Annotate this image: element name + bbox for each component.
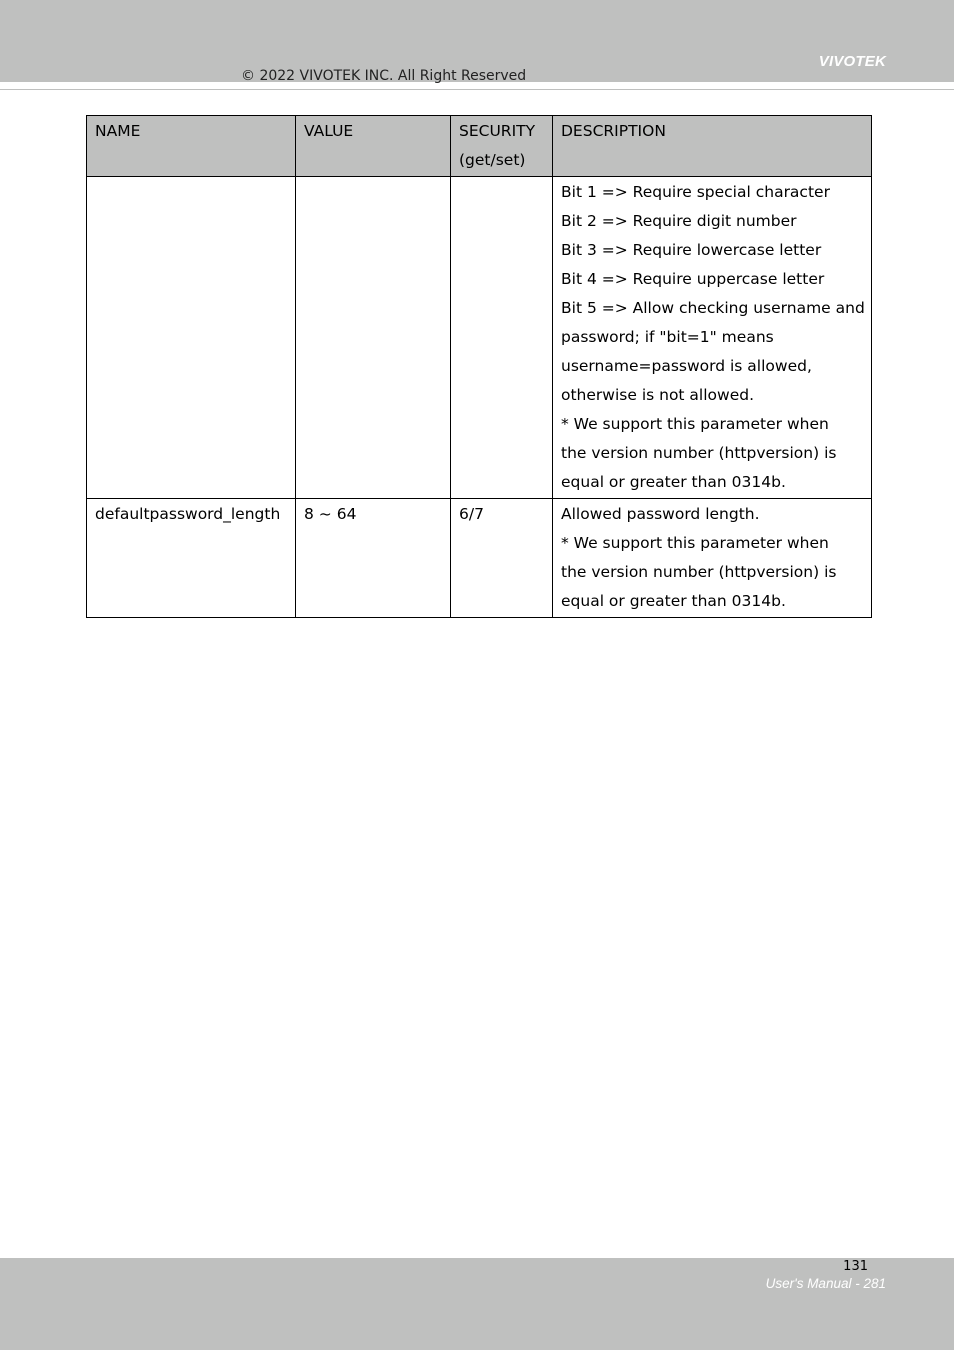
cell-description	[553, 177, 872, 499]
description-line: equal or greater than 0314b.	[561, 592, 786, 610]
column-header-name: NAME	[87, 116, 296, 177]
description-line: the version number (httpversion) is	[561, 563, 837, 581]
column-header-security: SECURITY (get/set)	[451, 116, 553, 177]
manual-page-label: User's Manual - 281	[765, 1276, 886, 1291]
footer-band	[0, 1258, 954, 1350]
description-line: Bit 3 => Require lowercase letter	[561, 241, 822, 259]
column-header-value: VALUE	[296, 116, 451, 177]
page-number: 131	[843, 1259, 868, 1274]
description-line: equal or greater than 0314b.	[561, 473, 786, 491]
cell-security	[451, 177, 553, 499]
description-line: * We support this parameter when	[561, 534, 829, 552]
cell-security: 6/7	[451, 499, 553, 618]
cell-value	[296, 177, 451, 499]
cell-description	[553, 499, 872, 618]
table-row	[87, 499, 872, 618]
parameter-table	[86, 115, 872, 618]
description-line: password; if "bit=1" means	[561, 328, 774, 346]
table-row	[87, 177, 872, 499]
description-line: the version number (httpversion) is	[561, 444, 837, 462]
description-line: username=password is allowed,	[561, 357, 812, 375]
column-header-description: DESCRIPTION	[553, 116, 872, 177]
description-line: Bit 1 => Require special character	[561, 183, 830, 201]
description-line: Allowed password length.	[561, 505, 760, 523]
description-line: * We support this parameter when	[561, 415, 829, 433]
description-line: otherwise is not allowed.	[561, 386, 755, 404]
cell-name: defaultpassword_length	[87, 499, 296, 618]
description-line: Bit 2 => Require digit number	[561, 212, 797, 230]
header-divider	[0, 89, 954, 90]
cell-name	[87, 177, 296, 499]
brand-logo: VIVOTEK	[818, 53, 886, 70]
copyright-notice: © 2022 VIVOTEK INC. All Right Reserved	[241, 68, 527, 84]
cell-value: 8 ~ 64	[296, 499, 451, 618]
table-header-row	[87, 116, 872, 177]
description-line: Bit 5 => Allow checking username and	[561, 299, 865, 317]
description-line: Bit 4 => Require uppercase letter	[561, 270, 825, 288]
